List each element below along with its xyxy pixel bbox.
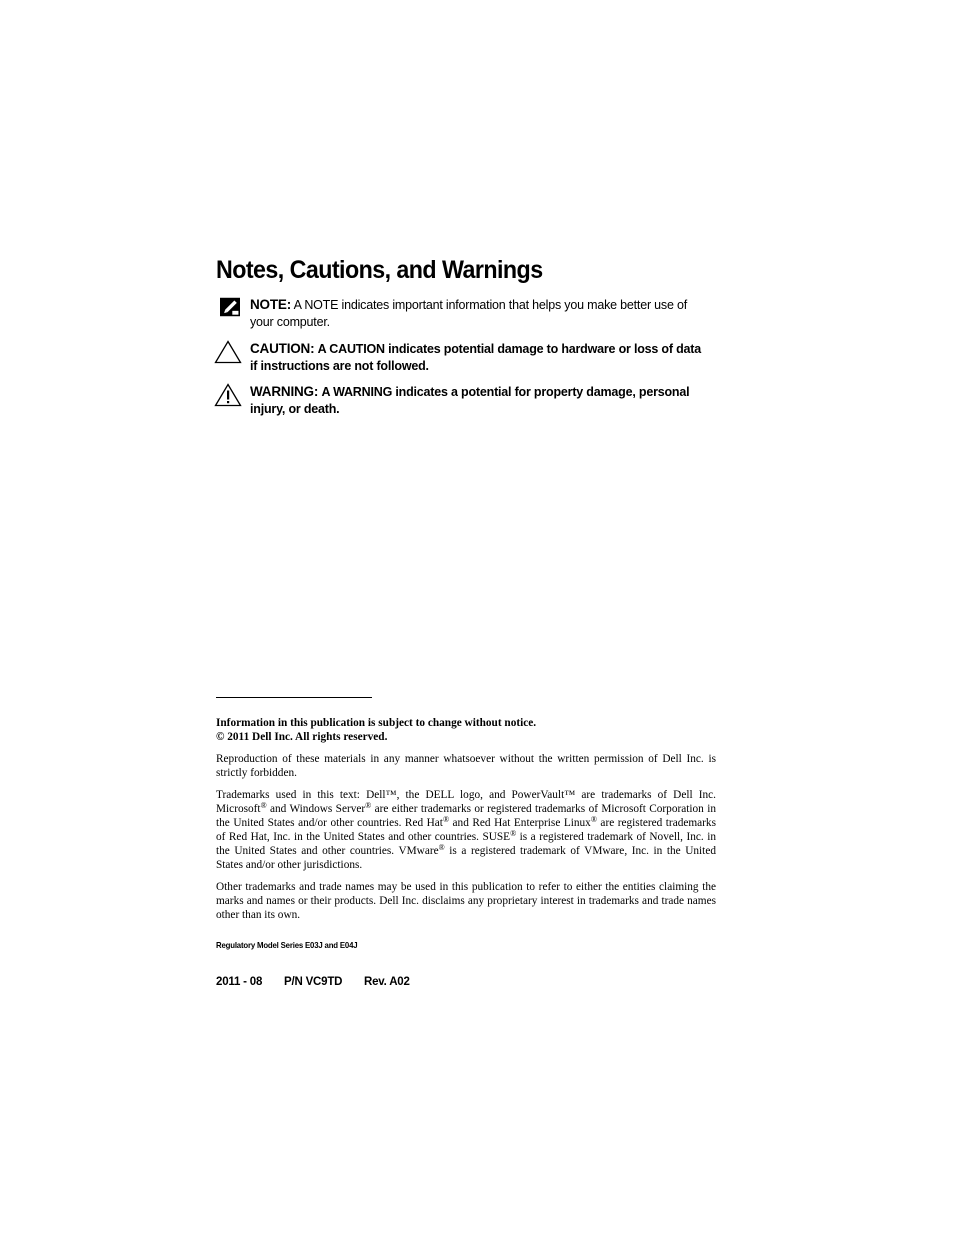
warning-triangle-icon (214, 383, 242, 407)
trademarks-part-4: and Red Hat Enterprise Linux (449, 817, 591, 829)
caution-triangle-icon (214, 340, 242, 364)
reproduction-notice: Reproduction of these materials in any manner whatsoever without the written permission of Dell Inc. is strictly forbidden. (216, 753, 716, 779)
caution-label: CAUTION: (250, 341, 315, 356)
note-text (250, 296, 710, 331)
copyright: © 2011 Dell Inc. All rights reserved. (216, 731, 388, 743)
separator-rule (216, 697, 372, 698)
publication-info (216, 716, 716, 744)
caution-notice (214, 340, 704, 376)
other-trademarks-notice: Other trademarks and trade names may be used in this publication to refer to either the entities claiming the marks and names or their products. Dell Inc. disclaims any proprietary interest in trademarks and trade names other than its own. (216, 881, 716, 921)
footer-date: 2011 - 08 (216, 976, 263, 988)
registered-mark: ® (260, 801, 267, 810)
caution-body: A CAUTION indicates potential damage to hardware or loss of data if instructions are not followed. (250, 342, 702, 373)
footer-part-number: P/N VC9TD (284, 976, 343, 988)
footer-revision: Rev. A02 (364, 976, 410, 988)
note-notice (214, 296, 704, 332)
warning-notice (214, 383, 704, 419)
caution-text (250, 340, 710, 375)
warning-text (250, 383, 710, 418)
registered-mark: ® (510, 829, 517, 838)
warning-label: WARNING: (250, 384, 319, 399)
warning-body: A WARNING indicates a potential for property damage, personal injury, or death. (250, 385, 690, 416)
note-body: A NOTE indicates important information that helps you make better use of your computer. (250, 298, 688, 329)
registered-mark: ® (590, 815, 597, 824)
trademarks-part-3: are either trademarks or registered trademarks of Microsoft Corporation in the United States and/or other countries. Red Hat (216, 803, 716, 829)
trademarks-part-5: are registered trademarks of Red Hat, Inc. in the United States and other countries. SUSE (216, 817, 716, 843)
note-label: NOTE: (250, 297, 291, 312)
registered-mark: ® (442, 815, 450, 824)
page-title: Notes, Cautions, and Warnings (216, 256, 543, 284)
note-pencil-icon (220, 297, 240, 317)
trademarks-part-6: is a registered trademark of Novell, Inc. in the United States and other countries. VMware (216, 831, 716, 857)
trademarks-part-1: Trademarks used in this text: Dell™, the DELL logo, and PowerVault™ are trademarks of Dell Inc. Microsoft (216, 789, 716, 815)
registered-mark: ® (365, 801, 372, 810)
trademarks-part-7: is a registered trademark of VMware, Inc. in the United States and/or other jurisdictions. (216, 845, 716, 871)
registered-mark: ® (438, 843, 445, 852)
change-notice: Information in this publication is subject to change without notice. (216, 717, 537, 729)
trademarks-part-2: and Windows Server (266, 803, 366, 815)
regulatory-model: Regulatory Model Series E03J and E04J (216, 940, 358, 950)
trademarks-notice (216, 788, 716, 872)
